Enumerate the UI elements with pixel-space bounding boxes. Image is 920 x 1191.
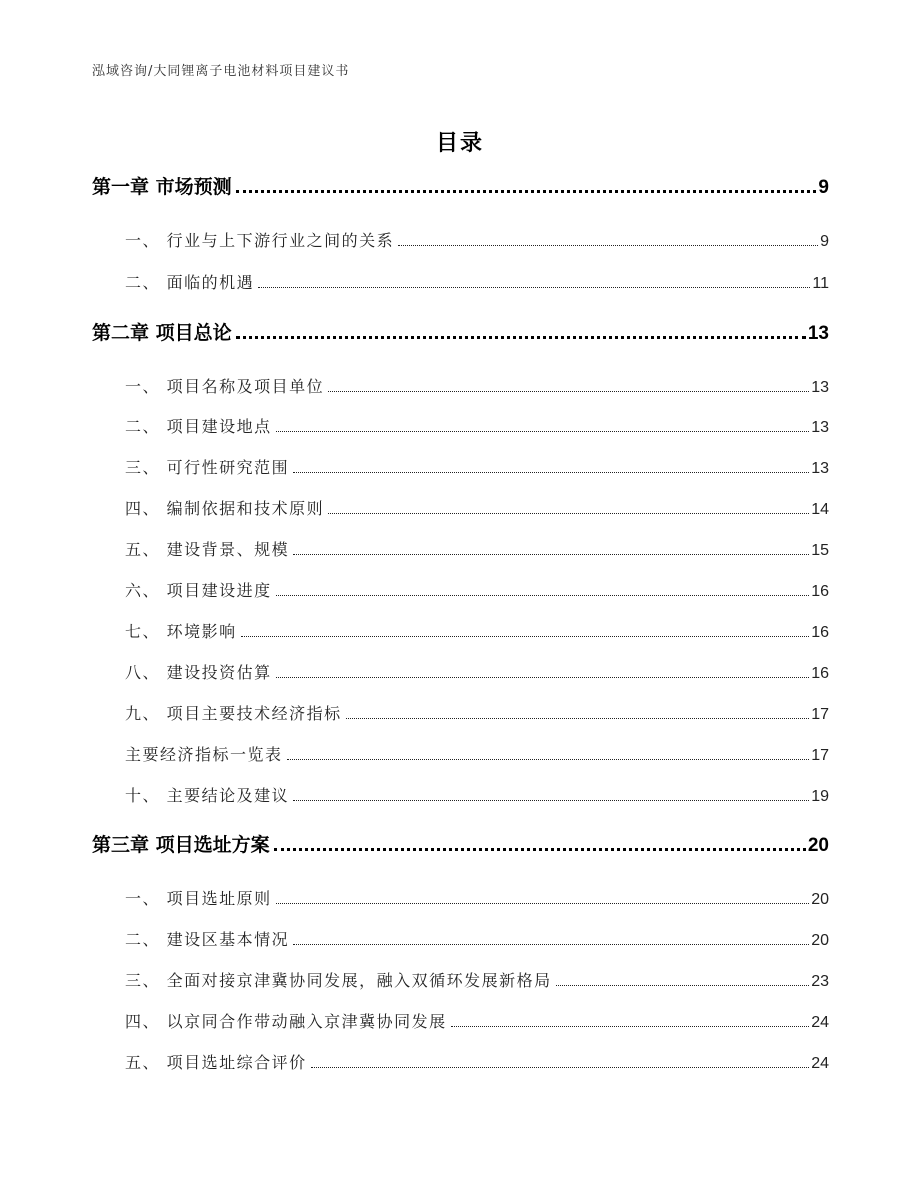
toc-section-entry[interactable] [92, 225, 829, 251]
dot-leader [236, 190, 817, 193]
dot-leader [451, 1026, 810, 1027]
dot-leader [287, 759, 810, 760]
dot-leader [276, 677, 810, 678]
toc-page-number: 24 [811, 1014, 829, 1031]
toc-entry-label: 一、 项目选址原则 [125, 889, 272, 908]
toc-page-number: 20 [811, 932, 829, 949]
toc-section-entry[interactable] [92, 965, 829, 991]
toc-entry-label: 三、 可行性研究范围 [125, 458, 290, 477]
toc-section-entry[interactable] [92, 452, 829, 478]
dot-leader [276, 903, 810, 904]
dot-leader [328, 513, 809, 514]
toc-page-number: 16 [811, 665, 829, 682]
dot-leader [293, 944, 809, 945]
toc-section-entry[interactable] [92, 493, 829, 519]
toc-section-entry[interactable] [92, 698, 829, 724]
toc-section-entry[interactable] [92, 1047, 829, 1073]
toc-entry-label: 四、 以京同合作带动融入京津冀协同发展 [125, 1012, 447, 1031]
toc-entry-label: 五、 建设背景、规模 [125, 540, 290, 559]
toc-entry-label: 第三章 项目选址方案 [92, 834, 270, 856]
toc-section-entry[interactable] [92, 924, 829, 950]
toc-entry-label: 一、 项目名称及项目单位 [125, 377, 325, 396]
dot-leader [293, 554, 809, 555]
toc-entry-label: 一、 行业与上下游行业之间的关系 [125, 231, 395, 250]
toc-section-entry[interactable] [92, 1006, 829, 1032]
toc-chapter-entry[interactable] [92, 319, 829, 345]
dot-leader [346, 718, 810, 719]
toc-page-number: 15 [811, 542, 829, 559]
toc-section-entry[interactable] [92, 267, 829, 293]
toc-page-number: 24 [811, 1055, 829, 1072]
toc-page-number: 16 [811, 624, 829, 641]
toc-page-number: 23 [811, 973, 829, 990]
running-header: 泓域咨询/大同锂离子电池材料项目建议书 [92, 64, 350, 79]
toc-chapter-entry[interactable] [92, 831, 829, 857]
toc-page-number: 9 [818, 177, 829, 198]
toc-page-number: 13 [811, 460, 829, 477]
toc-entry-label: 二、 建设区基本情况 [125, 930, 290, 949]
dot-leader [276, 431, 810, 432]
toc-page-number: 20 [807, 835, 829, 856]
toc-title: 目录 [435, 131, 484, 156]
dot-leader [328, 391, 809, 392]
toc-section-entry[interactable] [92, 780, 829, 806]
toc-entry-label: 四、 编制依据和技术原则 [125, 499, 325, 518]
toc-entry-label: 第一章 市场预测 [92, 176, 232, 198]
dot-leader [258, 287, 810, 288]
toc-page-number: 14 [811, 501, 829, 518]
toc-page-number: 19 [811, 788, 829, 805]
toc-entry-label: 二、 项目建设地点 [125, 417, 272, 436]
toc-entry-label: 八、 建设投资估算 [125, 663, 272, 682]
toc-section-entry[interactable] [92, 411, 829, 437]
toc-section-entry[interactable] [92, 883, 829, 909]
toc-chapter-entry[interactable] [92, 173, 829, 199]
dot-leader [311, 1067, 810, 1068]
toc-entry-label: 五、 项目选址综合评价 [125, 1053, 307, 1072]
dot-leader [236, 336, 806, 339]
toc-entry-label: 十、 主要结论及建议 [125, 786, 290, 805]
toc-page-number: 13 [807, 323, 829, 344]
toc-entry-label: 三、 全面对接京津冀协同发展，融入双循环发展新格局 [125, 971, 552, 990]
dot-leader [274, 848, 806, 851]
toc-section-entry[interactable] [92, 575, 829, 601]
toc-page-number: 13 [811, 379, 829, 396]
toc-page-number: 11 [812, 275, 829, 292]
toc-page-number: 20 [811, 891, 829, 908]
toc-table-entry[interactable] [92, 739, 829, 765]
toc-page-number: 17 [811, 706, 829, 723]
toc-section-entry[interactable] [92, 616, 829, 642]
toc-page-number: 17 [811, 747, 829, 764]
dot-leader [293, 472, 809, 473]
toc-entry-label: 七、 环境影响 [125, 622, 237, 641]
toc-page-number: 9 [820, 233, 829, 250]
toc-entry-label: 六、 项目建设进度 [125, 581, 272, 600]
toc-page-number: 16 [811, 583, 829, 600]
toc-entry-label: 主要经济指标一览表 [125, 745, 283, 764]
toc-page-number: 13 [811, 419, 829, 436]
toc-entry-label: 二、 面临的机遇 [125, 273, 255, 292]
toc-section-entry[interactable] [92, 534, 829, 560]
dot-leader [293, 800, 809, 801]
dot-leader [398, 245, 818, 246]
dot-leader [276, 595, 810, 596]
toc-entry-label: 九、 项目主要技术经济指标 [125, 704, 342, 723]
dot-leader [556, 985, 810, 986]
toc-entry-label: 第二章 项目总论 [92, 322, 232, 344]
toc-section-entry[interactable] [92, 371, 829, 397]
dot-leader [241, 636, 810, 637]
toc-section-entry[interactable] [92, 657, 829, 683]
